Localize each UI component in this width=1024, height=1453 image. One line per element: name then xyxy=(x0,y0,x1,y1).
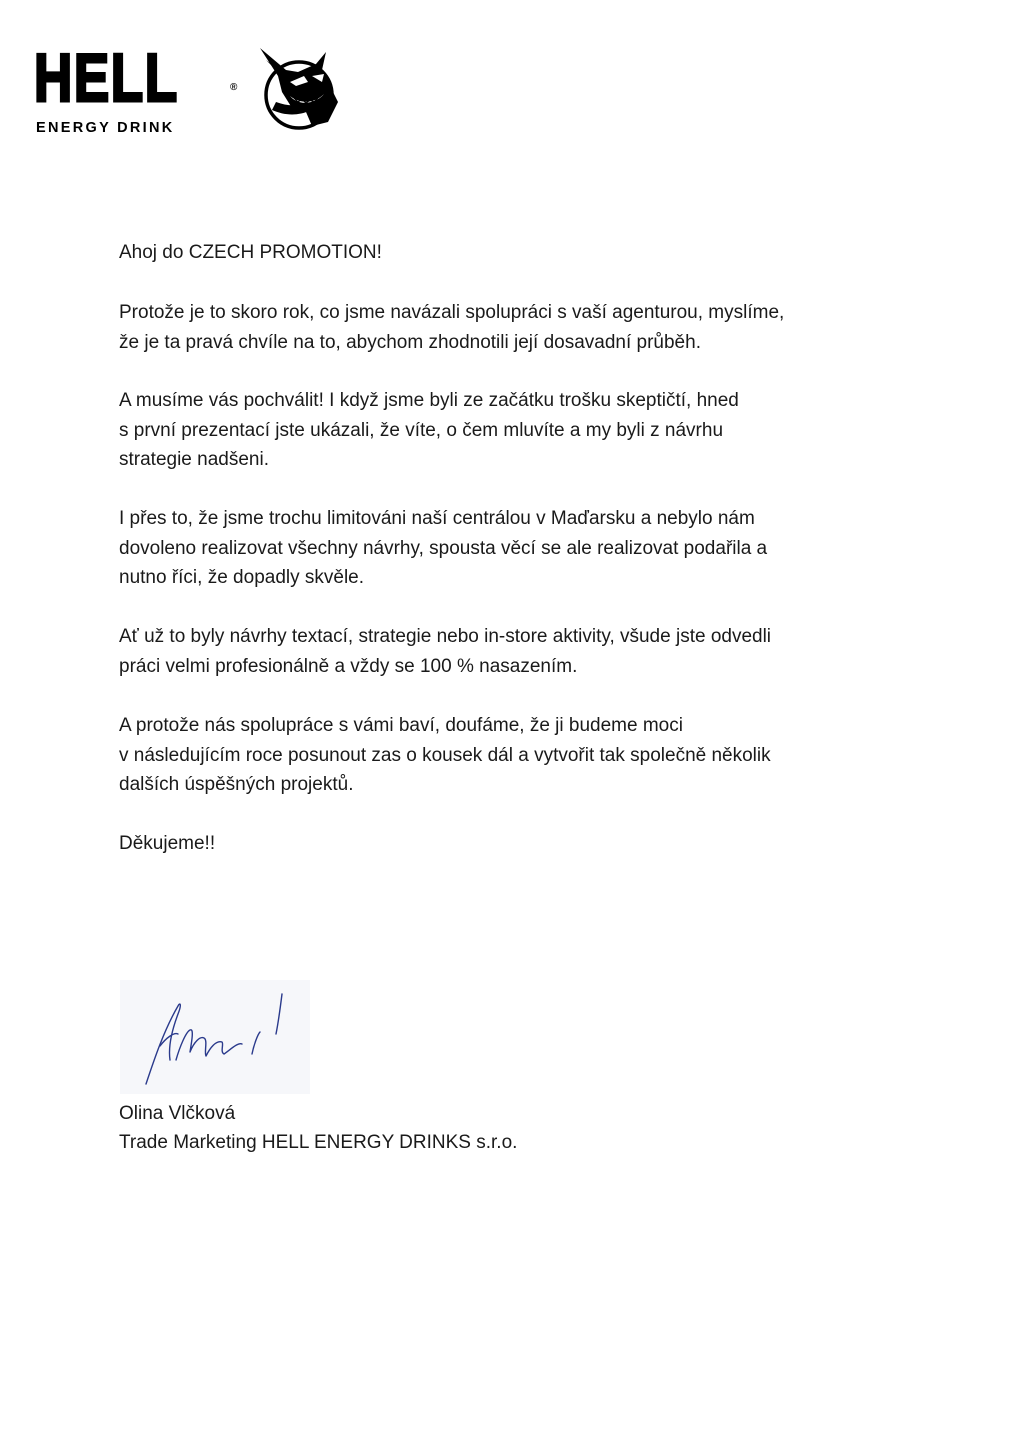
hell-mascot-icon xyxy=(252,42,344,132)
logo-registered-mark: ® xyxy=(230,82,238,93)
letter-greeting: Ahoj do CZECH PROMOTION! xyxy=(119,242,382,263)
signatory-name: Olina Vlčková xyxy=(119,1103,236,1124)
letter-closing: Děkujeme!! xyxy=(119,833,216,854)
handwritten-signature xyxy=(120,980,310,1094)
paragraph: Protože je to skoro rok, co jsme navázali spolupráci s vaší agenturou, myslíme, že je ta pravá chvíle na to, abychom zhodnotili její dosavadní průběh. xyxy=(119,302,785,353)
logo-tagline: ENERGY DRINK xyxy=(36,120,175,136)
paragraph: Ať už to byly návrhy textací, strategie nebo in-store aktivity, všude jste odvedli práci velmi profesionálně a vždy se 100 % nasazením. xyxy=(119,626,772,677)
paragraph: I přes to, že jsme trochu limitováni naší centrálou v Maďarsku a nebylo nám dovoleno realizovat všechny návrhy, spousta věcí se ale realizovat podařila a nutno říci, že dopadly skvěle. xyxy=(119,508,768,588)
logo-brand: HELL xyxy=(34,40,179,116)
hell-logo xyxy=(34,42,312,138)
signatory-title: Trade Marketing HELL ENERGY DRINKS s.r.o. xyxy=(119,1132,518,1153)
paragraph: A protože nás spolupráce s vámi baví, doufáme, že ji budeme moci v následujícím roce posunout zas o kousek dál a vytvořit tak společně několik dalších úspěšných projektů. xyxy=(119,715,771,795)
paragraph: A musíme vás pochválit! I když jsme byli ze začátku trošku skeptičtí, hned s první prezentací jste ukázali, že víte, o čem mluvíte a my byli z návrhu strategie nadšeni. xyxy=(119,390,739,470)
